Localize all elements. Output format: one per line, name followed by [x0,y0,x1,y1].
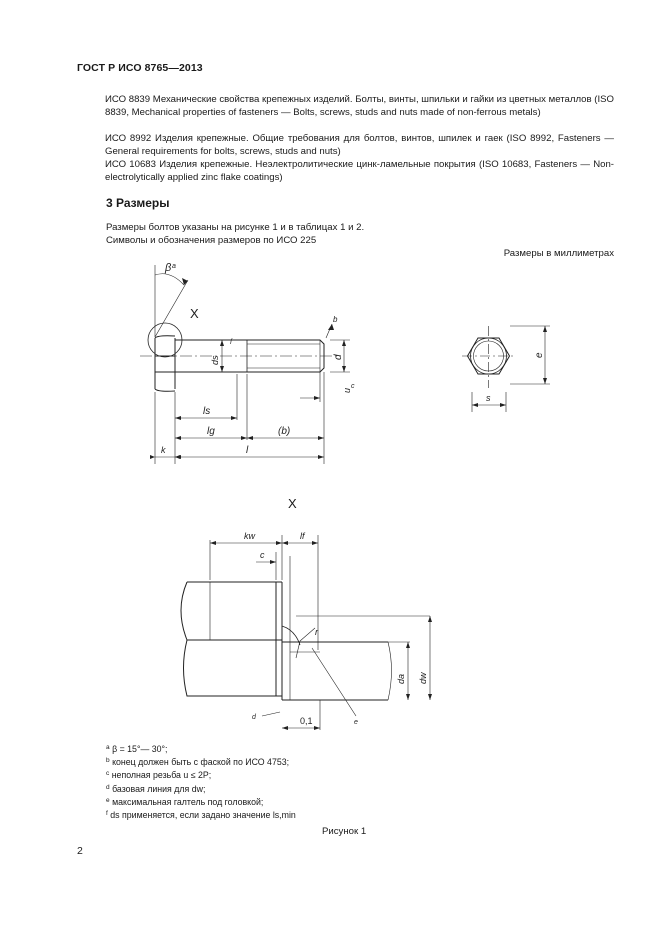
hexagon-end-view [468,338,510,374]
body-line-1: Размеры болтов указаны на рисунке 1 и в таблицах 1 и 2. [106,222,365,233]
label-lg: lg [207,426,215,437]
label-b: b [333,315,338,324]
footnote: $^d$ базовая линия для dw; [106,783,206,794]
bolt-head-outline [155,338,175,389]
label-d-note: d [252,714,256,721]
label-e: e [534,352,545,358]
footnote: $^a$ β = 15°— 30°; [106,744,168,754]
page-number: 2 [77,845,83,857]
label-k: k [161,445,166,455]
footnotes [106,742,296,821]
bolt-thread [247,340,324,372]
label-s: s [486,393,491,403]
label-x-mark: X [190,306,199,321]
section-title: 3 Размеры [106,196,170,210]
label-ds: ds [210,355,220,365]
label-e-note: e [354,719,358,726]
footnote: $^b$ конец должен быть с фаской по ИСО 4753; [106,757,290,768]
reference-iso-10683: ИСО 10683 Изделия крепежные. Неэлектролитические цинк-ламельные покрытия (ISO 10683, Fasteners — Non-electrolytically applied zinc flake coatings) [105,159,614,183]
detail-title: X [288,496,297,511]
reference-iso-8839: ИСО 8839 Механические свойства крепежных изделий. Болты, винты, шпильки и гайки из цветных металлов (ISO 8839, Mechanical properties of fasteners — Bolts, screws, studs and nuts made of non-ferrous metals) [105,94,614,118]
label-d: d [333,354,344,360]
bolt-shank [175,340,247,372]
footnote: $^e$ максимальная галтель под головкой; [106,796,264,807]
label-c: c [260,550,265,560]
label-ls: ls [203,406,211,417]
label-f-sup: f [230,339,232,346]
label-l: l [246,445,249,456]
figure-caption: Рисунок 1 [322,826,367,837]
units-note: Размеры в миллиметрах [503,248,614,259]
footnote: $^c$ неполная резьба u ≤ 2P; [106,770,212,781]
detail-x-circle [148,323,182,357]
footnote: $^f$ ds применяется, если задано значение ls,min [106,810,296,821]
label-a-sup: a [172,263,176,270]
label-r: r [315,627,318,637]
label-b-paren: (b) [278,426,291,437]
bolt-head-flats [155,356,175,372]
label-u: u [342,387,352,393]
label-kw: kw [244,531,255,541]
label-beta: β [165,262,172,274]
detail-shank [282,642,388,700]
label-dim-01: 0,1 [300,716,313,726]
reference-iso-8992: ИСО 8992 Изделия крепежные. Общие требования для болтов, винтов, шпилек и гаек (ISO 8992, Fasteners — General requirements for bolts, screws, studs and nuts) [105,133,614,157]
label-da: da [396,673,406,684]
label-c-sup: c [351,383,355,390]
label-dw: dw [418,672,428,684]
label-lf: lf [300,531,305,541]
document-header: ГОСТ Р ИСО 8765—2013 [77,62,203,74]
body-line-2: Символы и обозначения размеров по ИСО 225 [106,235,317,246]
